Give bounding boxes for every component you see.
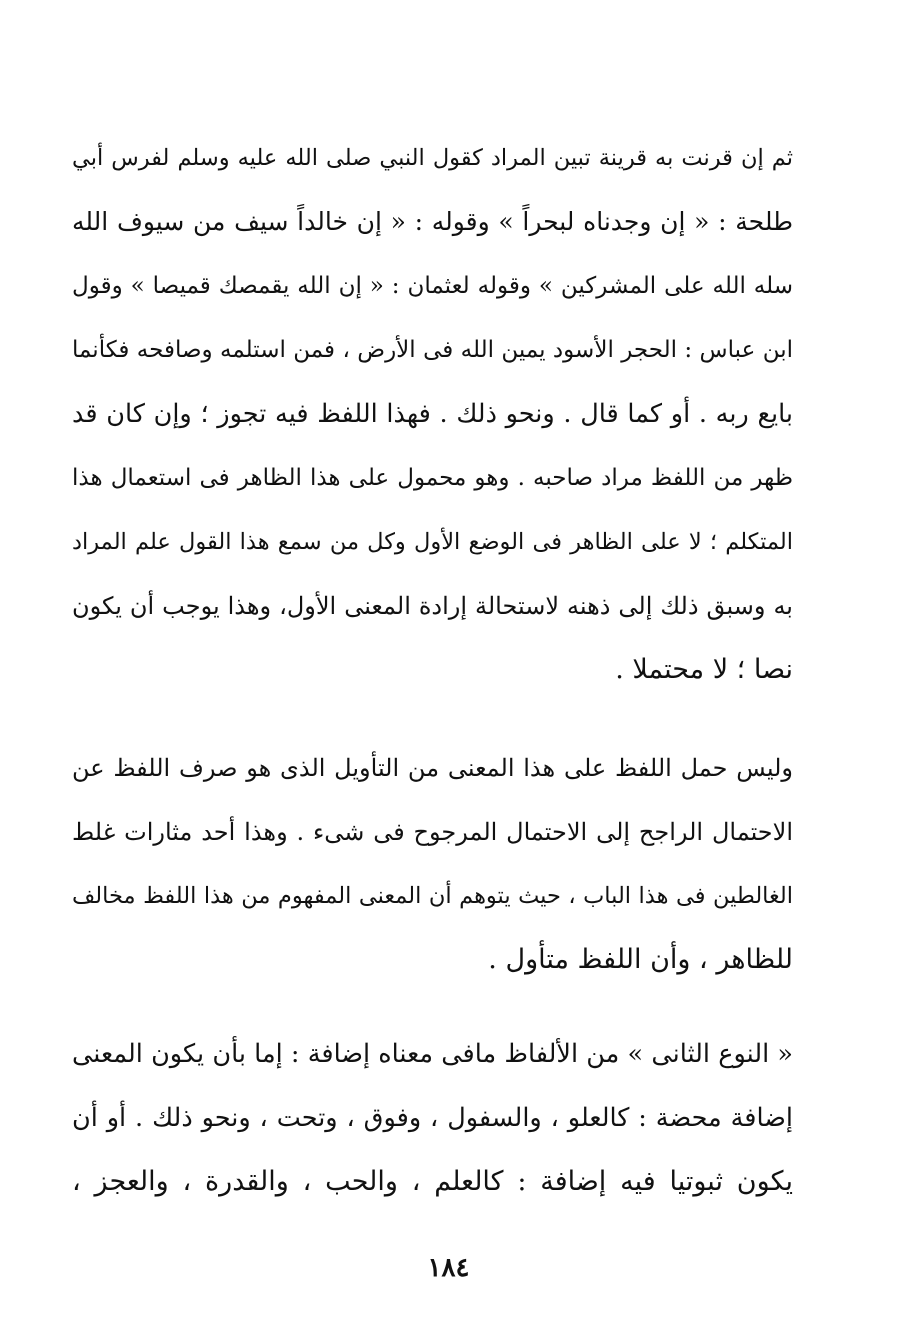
paragraph-1: [72, 126, 793, 702]
paragraph-3: [72, 1022, 793, 1214]
text-line: للظاهر ، وأن اللفظ متأول .: [488, 944, 793, 975]
text-line: الاحتمال الراجح إلى الاحتمال المرجوح فى شىء . وهذا أحد مثارات غلط: [72, 818, 793, 846]
text-line: بايع ربه . أو كما قال . ونحو ذلك . فهذا اللفظ فيه تجوز ؛ وإن كان قد: [72, 399, 793, 429]
text-line: به وسبق ذلك إلى ذهنه لاستحالة إرادة المعنى الأول، وهذا يوجب أن يكون: [72, 592, 793, 620]
text-line: ظهر من اللفظ مراد صاحبه . وهو محمول على هذا الظاهر فى استعمال هذا: [72, 465, 793, 491]
text-line: « النوع الثانى » من الألفاظ مافى معناه إضافة : إما بأن يكون المعنى: [72, 1039, 793, 1069]
text-line: المتكلم ؛ لا على الظاهر فى الوضع الأول وكل من سمع هذا القول علم المراد: [72, 529, 793, 555]
paragraph-2: [72, 736, 793, 992]
text-line: سله الله على المشركين » وقوله لعثمان : « إن الله يقمصك قميصا » وقول: [72, 273, 793, 299]
text-line: طلحة : « إن وجدناه لبحراً » وقوله : « إن خالداً سيف من سيوف الله: [72, 207, 793, 236]
text-line: ابن عباس : الحجر الأسود يمين الله فى الأرض ، فمن استلمه وصافحه فكأنما: [72, 337, 793, 363]
text-line: إضافة محضة : كالعلو ، والسفول ، وفوق ، وتحت ، ونحو ذلك . أو أن: [72, 1103, 793, 1133]
text-line: وليس حمل اللفظ على هذا المعنى من التأويل الذى هو صرف اللفظ عن: [72, 754, 793, 782]
text-line: ثم إن قرنت به قرينة تبين المراد كقول النبي صلى الله عليه وسلم لفرس أبي: [72, 145, 793, 171]
text-line: نصا ؛ لا محتملا .: [615, 654, 793, 685]
page-number: ١٨٤: [427, 1253, 470, 1283]
text-line: الغالطين فى هذا الباب ، حيث يتوهم أن المعنى المفهوم من هذا اللفظ مخالف: [72, 883, 793, 909]
text-line: يكون ثبوتيا فيه إضافة : كالعلم ، والحب ، والقدرة ، والعجز ،: [72, 1166, 793, 1197]
